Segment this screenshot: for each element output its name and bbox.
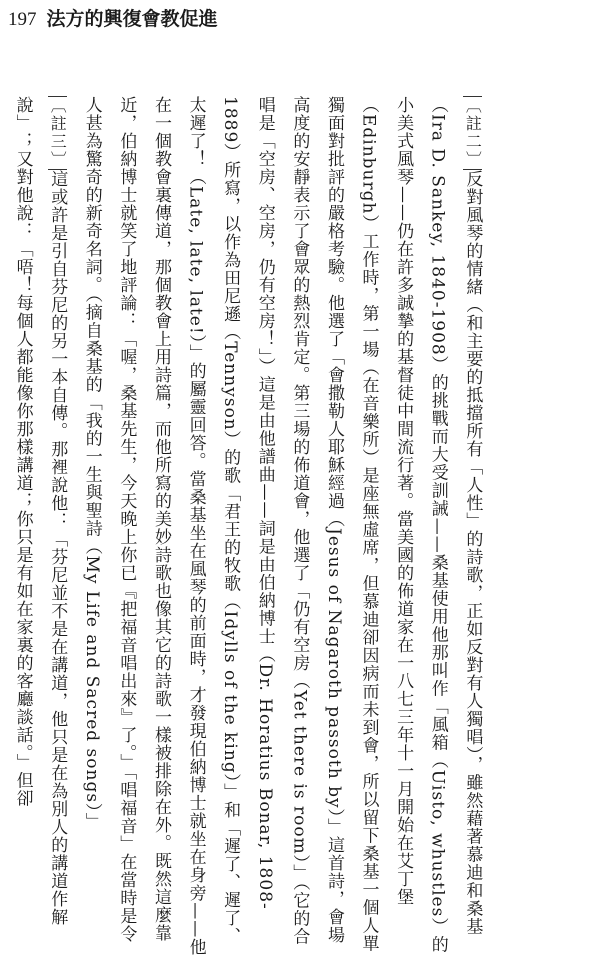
running-title: 法方的興復會教促進	[46, 8, 218, 30]
footnote-marker: 〔註二〕	[463, 97, 483, 169]
footnote-text: 這或許是引自芬尼的另一本自傳。那裡說他：「芬尼並不是在講道，他只是在為別人的講道作解說」；又對他說：「唔！每個人都能像你那樣講道；你只是有如在家裏的客廳談話。」但卻	[12, 96, 68, 926]
footnote-2	[74, 96, 489, 960]
footnote-text: 反對風琴的情緒（和主要的抵擋所有「人性」的詩歌，正如反對有人獨唱），雖然藉著慕迪和桑基（Ira D. Sankey, 1840-1908）的挑戰而大受訓誡——桑基使用他那叫作「風箱（Uisto, whustles）的小美式風琴——仍在許多誠摯的基督徒中間流行著。當美國的佈道家在一八七三年十一月開始在艾丁堡（Edinburgh）工作時，第一場（在音樂所）是座無虛席，但慕迪卻因病而未到會，所以留下桑基一個人單獨面對批評的嚴格考驗。他選了「會撒勒人耶穌經過（Jesus of Nagaroth passoth by）」這首詩，會場高度的安靜表示了會眾的熱烈肯定。第三場的佈道會，他選了「仍有空房（Yet there is room）」（它的合唱是「空房、空房，仍有空房！」）這是由他譜曲——詞是由伯納博士（Dr. Horatius Bonar, 1808-1889）所寫，以作為田尼遜（Tennyson）的歌「君王的牧歌（Idylls of the king）」和「遲了、遲了、太遲了！（Late, late, late!）」的屬靈回答。當桑基坐在風琴的前面時，才發現伯納博士就坐在身旁——他在一個教會裏傳道，那個教會上用詩篇，而他所寫的美妙詩歌也像其它的詩歌一樣被排除在外。既然這麼靠近，伯納博士就笑了地評論：「喔，桑基先生，今天晚上你已『把福音唱出來』了。」「唱福音」在當時是令人甚為驚奇的新奇名詞。（摘自桑基的「我的一生與聖詩（My Life and Sacred songs）」	[81, 96, 483, 957]
footnote-marker: 〔註三〕	[48, 97, 68, 169]
page-header	[8, 4, 218, 32]
footnote-3	[5, 96, 74, 960]
page-number: 197	[8, 9, 37, 30]
page-body	[5, 96, 590, 960]
footnotes-column	[5, 96, 511, 960]
